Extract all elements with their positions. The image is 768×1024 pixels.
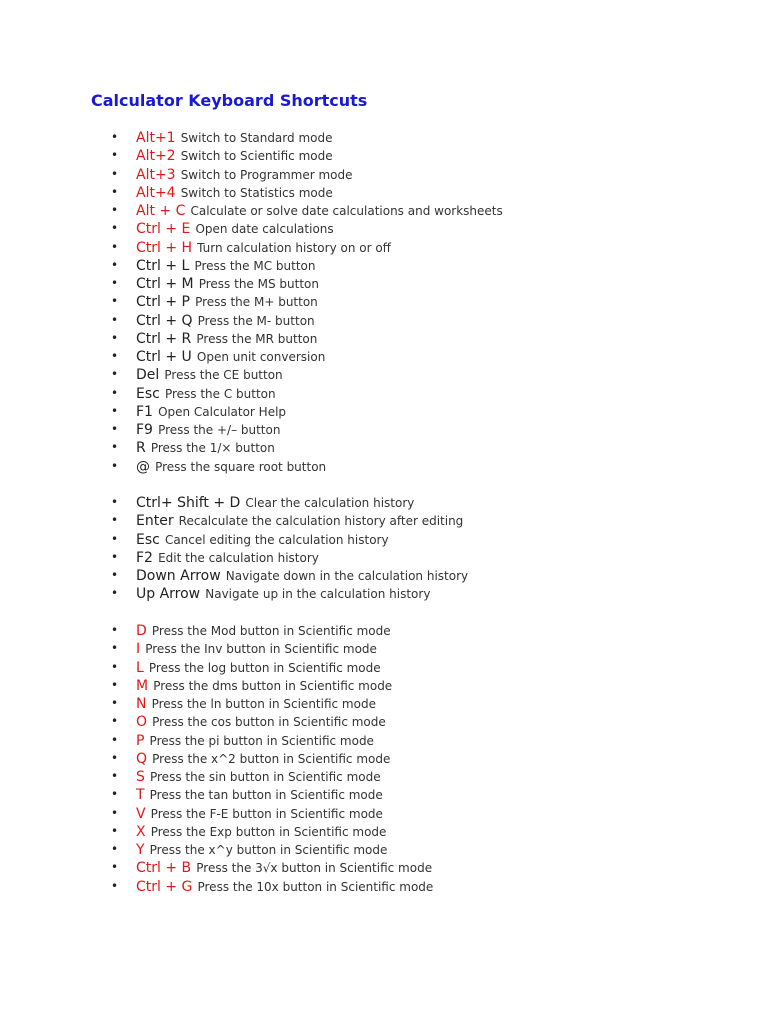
shortcut-key: N — [136, 696, 147, 712]
shortcut-item — [0, 128, 768, 146]
bullet-icon: • — [111, 696, 119, 710]
bullet-icon: • — [111, 203, 119, 217]
shortcut-key: Ctrl + R — [136, 330, 192, 347]
bullet-icon: • — [111, 586, 119, 601]
bullet-icon: • — [111, 568, 119, 582]
shortcut-description: Press the M+ button — [195, 295, 318, 310]
shortcut-item — [0, 329, 768, 347]
shortcut-description: Press the F-E button in Scientific mode — [150, 806, 383, 821]
shortcut-description: Clear the calculation history — [245, 496, 415, 510]
shortcut-key: Alt+3 — [136, 166, 176, 183]
shortcut-key: D — [136, 623, 147, 639]
shortcut-description: Navigate up in the calculation history — [205, 587, 431, 602]
shortcut-key: Ctrl + E — [136, 221, 191, 238]
shortcut-key: Ctrl + L — [136, 257, 190, 274]
bullet-icon: • — [111, 677, 119, 692]
shortcut-item — [0, 365, 768, 383]
shortcut-description: Press the log button in Scientific mode — [148, 660, 381, 675]
shortcut-item — [0, 511, 768, 529]
bullet-icon: • — [111, 276, 119, 290]
shortcut-key: F2 — [136, 549, 153, 566]
shortcut-description: Press the 10x button in Scientific mode — [197, 879, 434, 894]
bullet-icon: • — [111, 714, 119, 729]
shortcut-list-general — [0, 128, 768, 475]
shortcut-key: T — [136, 787, 145, 804]
bullet-icon: • — [111, 239, 119, 254]
shortcut-key: P — [136, 732, 145, 749]
shortcut-item — [0, 493, 768, 511]
shortcut-description: Navigate down in the calculation history — [225, 569, 469, 583]
shortcut-item — [0, 621, 768, 639]
shortcut-description: Open Calculator Help — [158, 404, 287, 419]
shortcut-item — [0, 311, 768, 329]
bullet-icon: • — [111, 659, 119, 674]
shortcut-item — [0, 402, 768, 420]
shortcut-description: Press the 3√x button in Scientific mode — [196, 861, 433, 876]
shortcut-key: Alt+2 — [136, 148, 176, 165]
shortcut-key: L — [136, 659, 144, 676]
bullet-icon: • — [111, 732, 119, 747]
shortcut-description: Cancel editing the calculation history — [164, 532, 389, 547]
shortcut-item — [0, 420, 768, 438]
shortcut-description: Press the 1/× button — [150, 441, 275, 456]
bullet-icon: • — [111, 531, 119, 546]
bullet-icon: • — [111, 513, 119, 528]
shortcut-key: F9 — [136, 422, 153, 438]
bullet-icon: • — [111, 842, 119, 856]
shortcut-description: Press the MC button — [194, 258, 316, 273]
shortcut-item — [0, 804, 768, 822]
shortcut-key: Alt+1 — [136, 130, 176, 146]
shortcut-key: Down Arrow — [136, 568, 221, 584]
shortcut-description: Press the M- button — [197, 313, 315, 328]
bullet-icon: • — [111, 787, 119, 802]
shortcut-item — [0, 785, 768, 803]
shortcut-description: Press the +/– button — [158, 423, 281, 437]
shortcut-description: Calculate or solve date calculations and worksheets — [190, 204, 503, 218]
bullet-icon: • — [111, 403, 119, 418]
shortcut-key: Ctrl + U — [136, 349, 192, 365]
shortcut-description: Edit the calculation history — [158, 550, 319, 565]
shortcut-key: Up Arrow — [136, 586, 201, 603]
shortcut-key: Ctrl + M — [136, 276, 194, 292]
bullet-icon: • — [111, 860, 119, 875]
shortcut-item — [0, 256, 768, 274]
shortcut-key: Q — [136, 750, 148, 767]
shortcut-item — [0, 566, 768, 584]
shortcut-item — [0, 858, 768, 876]
shortcut-item — [0, 658, 768, 676]
shortcut-description: Press the Exp button in Scientific mode — [150, 824, 387, 839]
shortcut-description: Press the tan button in Scientific mode — [149, 788, 383, 803]
shortcut-item — [0, 274, 768, 292]
shortcut-key: Enter — [136, 513, 174, 530]
shortcut-key: M — [136, 677, 149, 694]
bullet-icon: • — [111, 440, 119, 455]
shortcut-item — [0, 767, 768, 785]
shortcut-key: Ctrl + G — [136, 878, 193, 895]
bullet-icon: • — [111, 221, 119, 236]
bullet-icon: • — [111, 549, 119, 564]
shortcut-list-scientific — [0, 621, 768, 895]
shortcut-item — [0, 822, 768, 840]
shortcut-key: O — [136, 714, 148, 731]
shortcut-item — [0, 384, 768, 402]
shortcut-description: Press the sin button in Scientific mode — [149, 770, 381, 784]
shortcut-key: Ctrl+ Shift + D — [136, 495, 241, 511]
bullet-icon: • — [111, 495, 119, 509]
bullet-icon: • — [111, 312, 119, 327]
shortcut-key: F1 — [136, 403, 153, 420]
bullet-icon: • — [111, 330, 119, 345]
shortcut-description: Press the CE button — [164, 368, 283, 383]
shortcut-item — [0, 639, 768, 657]
bullet-icon: • — [111, 750, 119, 765]
bullet-icon: • — [111, 294, 119, 309]
shortcut-item — [0, 694, 768, 712]
shortcut-item — [0, 712, 768, 730]
shortcut-item — [0, 292, 768, 310]
shortcut-item — [0, 438, 768, 456]
shortcut-item — [0, 238, 768, 256]
bullet-icon: • — [111, 805, 119, 820]
page-title: Calculator Keyboard Shortcuts — [91, 91, 368, 110]
shortcut-key: Y — [136, 842, 145, 858]
bullet-icon: • — [111, 823, 119, 838]
shortcut-list-history — [0, 493, 768, 603]
shortcut-item — [0, 183, 768, 201]
shortcut-description: Switch to Statistics mode — [180, 185, 333, 200]
bullet-icon: • — [111, 148, 119, 163]
shortcut-description: Press the cos button in Scientific mode — [152, 715, 386, 730]
shortcut-item — [0, 676, 768, 694]
shortcut-description: Press the square root button — [155, 459, 327, 474]
shortcut-key: @ — [136, 458, 150, 475]
shortcut-description: Open unit conversion — [196, 350, 326, 364]
shortcut-description: Switch to Scientific mode — [180, 149, 333, 164]
shortcut-item — [0, 548, 768, 566]
shortcut-item — [0, 584, 768, 602]
shortcut-item — [0, 530, 768, 548]
shortcut-item — [0, 146, 768, 164]
bullet-icon: • — [111, 367, 119, 382]
shortcut-key: Esc — [136, 531, 160, 548]
bullet-icon: • — [111, 166, 119, 181]
bullet-icon: • — [111, 257, 119, 272]
shortcut-key: R — [136, 440, 146, 457]
shortcut-key: Alt + C — [136, 203, 186, 219]
shortcut-key: Ctrl + P — [136, 294, 190, 311]
shortcut-description: Press the MS button — [198, 277, 319, 291]
shortcut-description: Press the C button — [164, 386, 276, 401]
bullet-icon: • — [111, 385, 119, 400]
shortcut-item — [0, 165, 768, 183]
shortcut-description: Turn calculation history on or off — [197, 240, 391, 255]
shortcut-description: Press the x^2 button in Scientific mode — [152, 751, 391, 766]
shortcut-key: Alt+4 — [136, 184, 176, 201]
bullet-icon: • — [111, 422, 119, 436]
shortcut-item — [0, 840, 768, 858]
shortcut-key: Ctrl + Q — [136, 312, 193, 329]
bullet-icon: • — [111, 878, 119, 893]
shortcut-description: Switch to Programmer mode — [180, 167, 353, 182]
shortcut-description: Open date calculations — [195, 222, 334, 237]
shortcut-key: V — [136, 805, 146, 822]
shortcut-key: Del — [136, 367, 160, 384]
shortcut-item — [0, 201, 768, 219]
shortcut-key: S — [136, 769, 145, 785]
bullet-icon: • — [111, 769, 119, 783]
shortcut-item — [0, 877, 768, 895]
shortcut-item — [0, 457, 768, 475]
shortcut-description: Press the pi button in Scientific mode — [149, 733, 374, 748]
shortcut-description: Switch to Standard mode — [180, 131, 333, 145]
shortcut-description: Press the Inv button in Scientific mode — [145, 642, 377, 657]
shortcut-item — [0, 347, 768, 365]
bullet-icon: • — [111, 641, 119, 656]
bullet-icon: • — [111, 184, 119, 199]
shortcut-key: Esc — [136, 385, 160, 402]
bullet-icon: • — [111, 623, 119, 637]
shortcut-description: Press the ln button in Scientific mode — [151, 697, 376, 711]
shortcut-description: Press the x^y button in Scientific mode — [149, 843, 388, 857]
shortcut-key: I — [136, 641, 141, 658]
shortcut-key: Ctrl + H — [136, 239, 193, 256]
shortcut-item — [0, 749, 768, 767]
shortcut-key: Ctrl + B — [136, 860, 192, 877]
shortcut-description: Press the MR button — [196, 331, 318, 346]
bullet-icon: • — [111, 458, 119, 473]
shortcut-description: Recalculate the calculation history after editing — [178, 514, 464, 529]
bullet-icon: • — [111, 130, 119, 144]
shortcut-item — [0, 731, 768, 749]
bullet-icon: • — [111, 349, 119, 363]
shortcut-key: X — [136, 823, 146, 840]
shortcut-description: Press the Mod button in Scientific mode — [151, 624, 391, 638]
shortcut-item — [0, 219, 768, 237]
shortcut-description: Press the dms button in Scientific mode — [153, 678, 393, 693]
